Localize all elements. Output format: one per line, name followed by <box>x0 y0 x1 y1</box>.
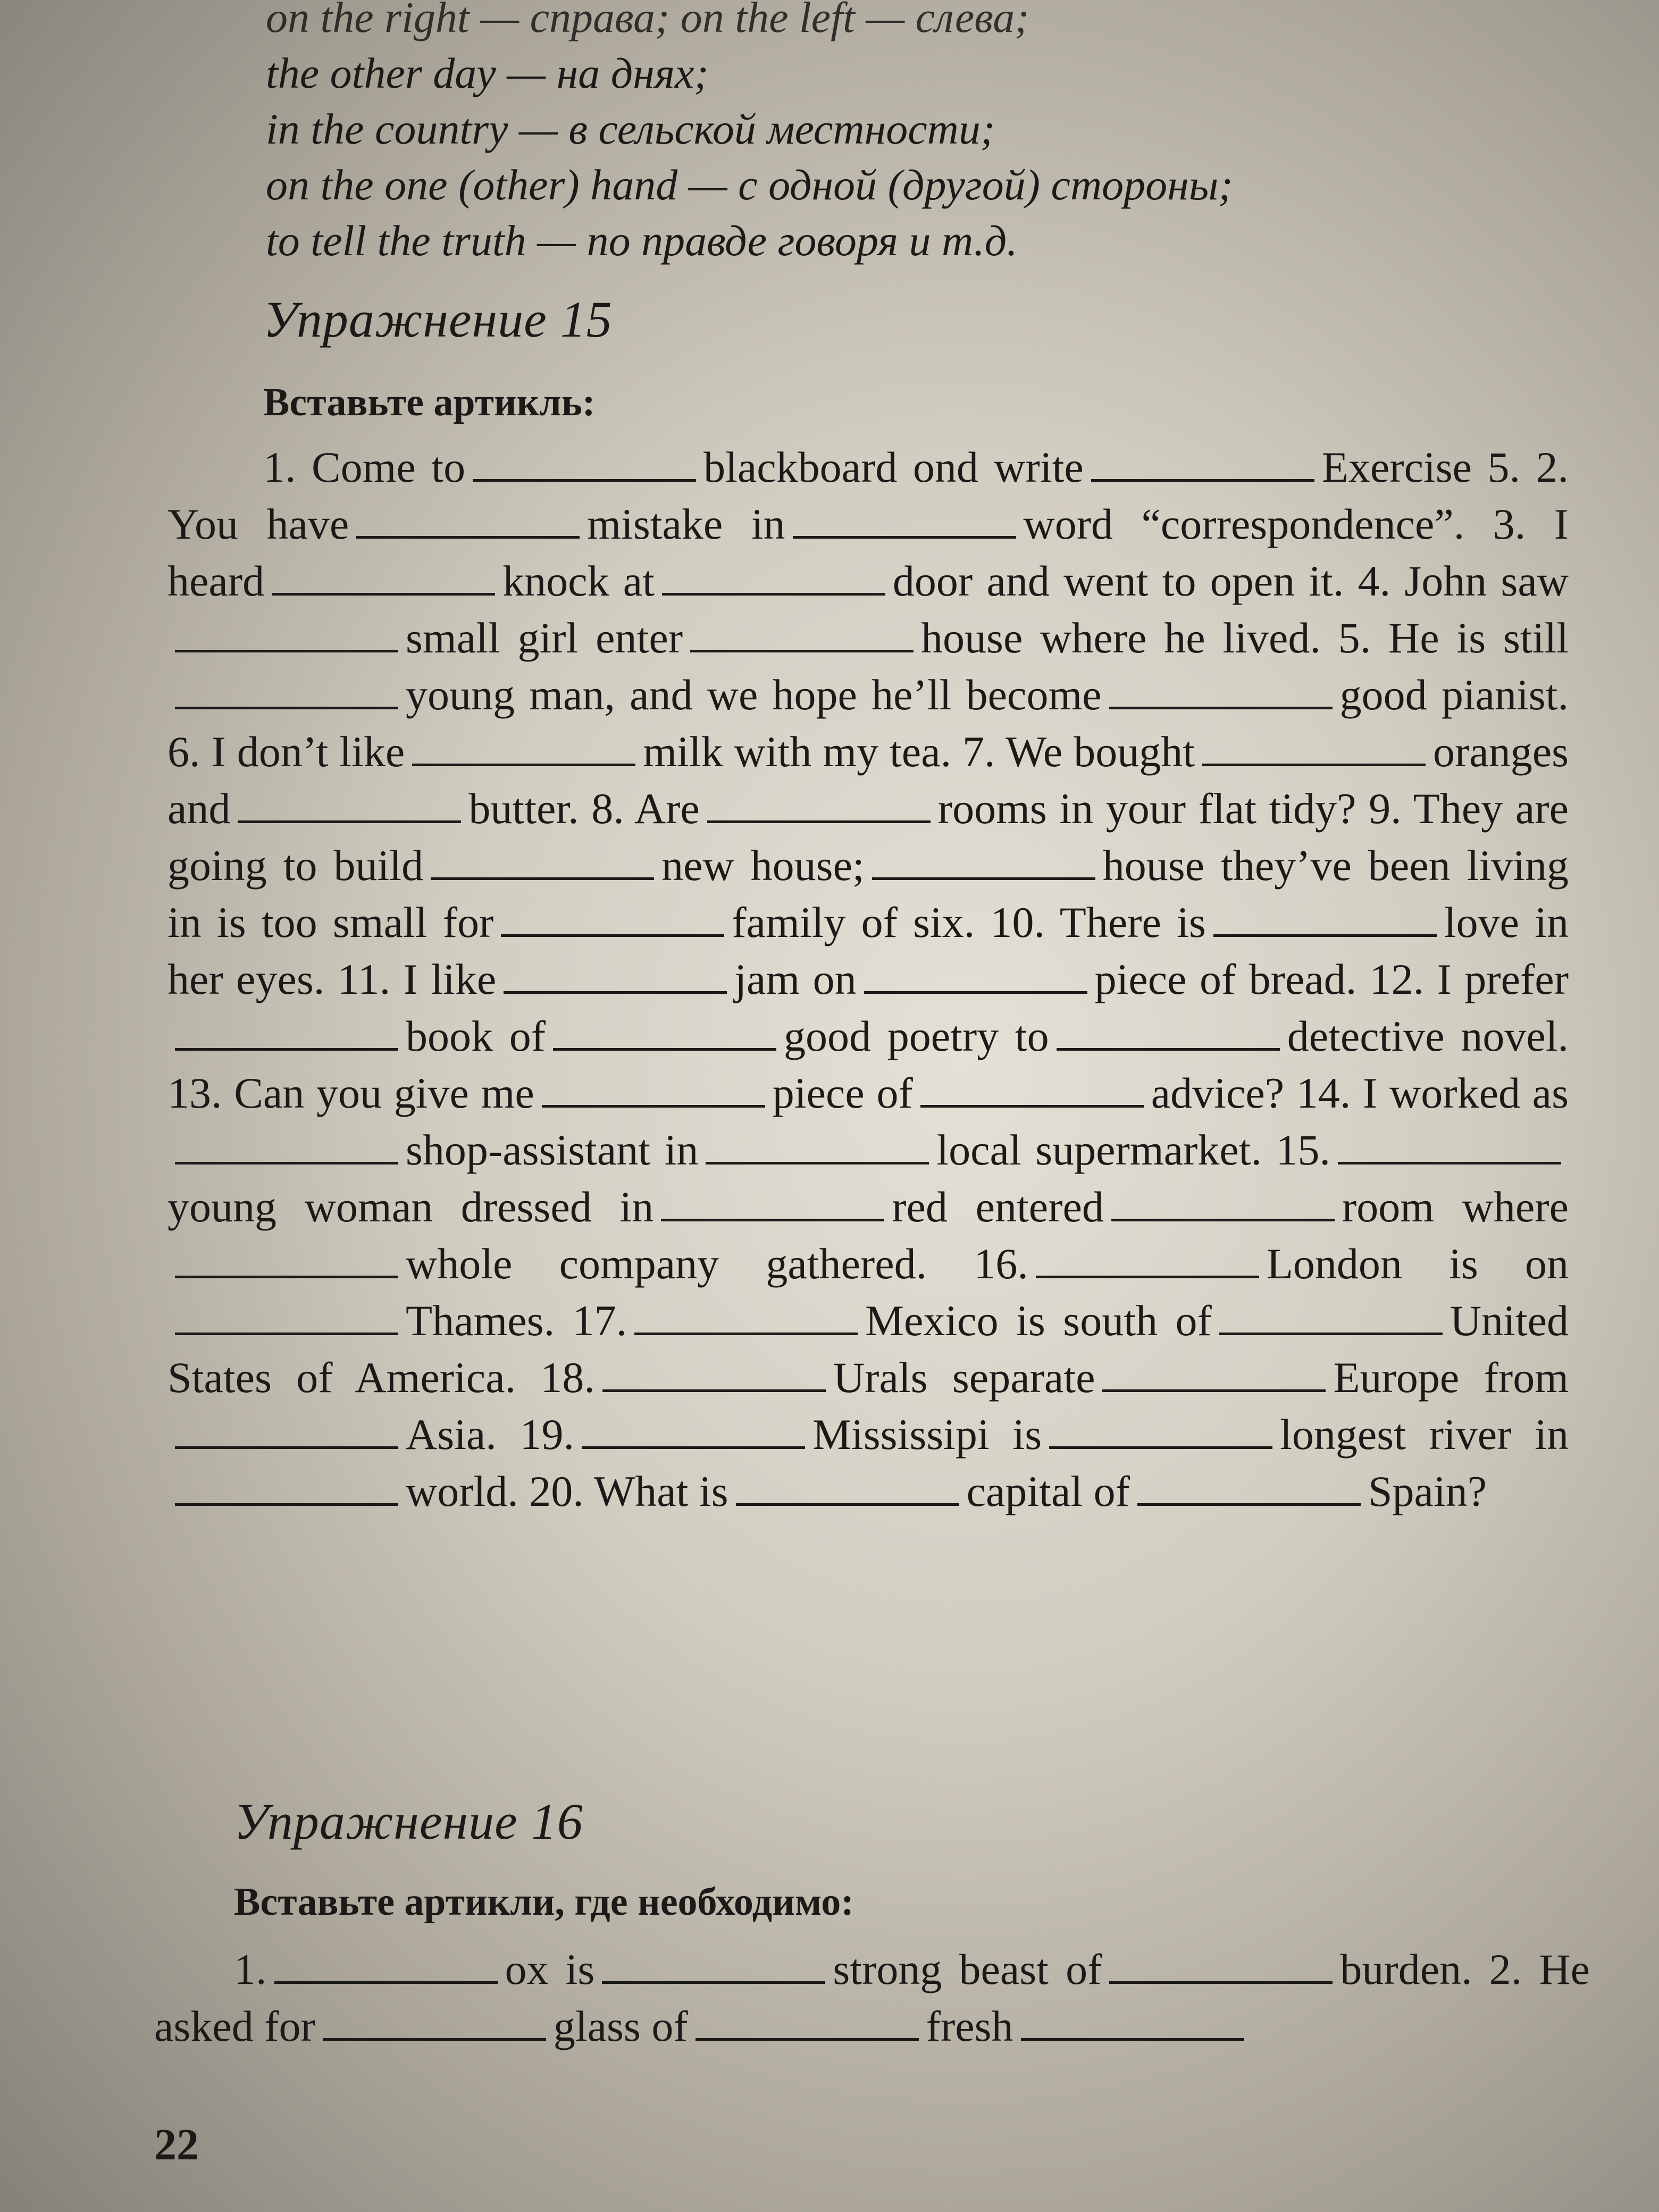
exercise-text-segment: red entered <box>892 1183 1104 1231</box>
exercise-text-segment: small girl enter <box>406 614 683 662</box>
answer-blank[interactable] <box>707 789 931 823</box>
exercise-text-segment: 1. <box>234 1945 267 1993</box>
answer-blank[interactable] <box>690 618 914 652</box>
answer-blank[interactable] <box>920 1073 1144 1108</box>
answer-blank[interactable] <box>175 1471 398 1506</box>
exercise-text-segment: oranges and <box>167 727 1569 833</box>
exercise-text-segment: new house; <box>661 841 865 890</box>
exercise-text-segment: ox is <box>505 1945 595 1993</box>
answer-blank[interactable] <box>431 845 654 880</box>
exercise-text-segment: capital of <box>966 1467 1130 1515</box>
answer-blank[interactable] <box>412 732 635 766</box>
exercise-text-segment: good poetry to <box>784 1012 1049 1060</box>
answer-blank[interactable] <box>542 1073 765 1108</box>
exercise-text-segment: young woman dressed in <box>167 1183 654 1231</box>
answer-blank[interactable] <box>1202 732 1426 766</box>
exercise-16-text <box>154 1941 1590 2055</box>
answer-blank[interactable] <box>175 1016 398 1051</box>
exercise-text-segment: local supermarket. 15. <box>936 1126 1330 1174</box>
answer-blank[interactable] <box>864 959 1087 994</box>
answer-blank[interactable] <box>634 1301 858 1335</box>
page-number: 22 <box>154 2120 199 2169</box>
answer-blank[interactable] <box>1213 902 1437 937</box>
exercise-text-segment: house where he lived. 5. He is still <box>921 614 1569 662</box>
exercise-text-segment: butter. 8. Are <box>468 784 700 833</box>
answer-blank[interactable] <box>175 1301 398 1335</box>
exercise-text-segment: burden. 2. He asked for <box>154 1945 1590 2050</box>
exercise-15-title: Упражнение 15 <box>263 291 613 348</box>
answer-blank[interactable] <box>175 1130 398 1164</box>
answer-blank[interactable] <box>872 845 1095 880</box>
exercise-text-segment: whole company gathered. 16. <box>406 1239 1028 1288</box>
answer-blank[interactable] <box>1338 1130 1561 1164</box>
answer-blank[interactable] <box>175 618 398 652</box>
answer-blank[interactable] <box>175 1244 398 1278</box>
exercise-text-segment: house they’ve been living in is too small for <box>167 841 1569 946</box>
answer-blank[interactable] <box>1137 1471 1361 1506</box>
exercise-text-segment: family of six. 10. There is <box>732 898 1206 946</box>
exercise-text-segment: Exercise 5. 2. You have <box>167 443 1569 548</box>
answer-blank[interactable] <box>175 1414 398 1449</box>
vocabulary-line: to tell the truth — по правде говоря и т.д. <box>266 216 1018 265</box>
answer-blank[interactable] <box>1102 1358 1326 1392</box>
answer-blank[interactable] <box>1109 1949 1333 1984</box>
answer-blank[interactable] <box>602 1358 826 1392</box>
exercise-text-segment: piece of <box>772 1069 913 1117</box>
exercise-text-segment: Europe from <box>1333 1353 1569 1402</box>
exercise-text-segment: blackboard ond write <box>703 443 1084 491</box>
answer-blank[interactable] <box>1109 675 1333 709</box>
answer-blank[interactable] <box>553 1016 776 1051</box>
exercise-text-segment: Urals separate <box>833 1353 1095 1402</box>
exercise-text-segment: book of <box>406 1012 546 1060</box>
answer-blank[interactable] <box>1091 447 1314 482</box>
answer-blank[interactable] <box>1219 1301 1443 1335</box>
exercise-text-segment: shop-assistant in <box>406 1126 699 1174</box>
exercise-text-segment: piece of bread. 12. I prefer <box>1094 955 1569 1003</box>
exercise-text-segment: detective novel. 13. Can you give me <box>167 1012 1569 1117</box>
vocabulary-line: on the one (other) hand — с одной (другой) стороны; <box>266 161 1233 209</box>
exercise-text-segment: door and went to open it. 4. John saw <box>892 557 1569 605</box>
vocabulary-line: the other day — на днях; <box>266 49 709 97</box>
answer-blank[interactable] <box>602 1949 825 1984</box>
vocabulary-line: in the country — в сельской местности; <box>266 105 995 153</box>
exercise-text-segment: rooms in your flat tidy? 9. They are going to build <box>167 784 1569 890</box>
exercise-text-segment: Asia. 19. <box>406 1410 575 1459</box>
exercise-text-segment: mistake in <box>587 500 785 548</box>
exercise-15-text <box>167 439 1569 1520</box>
exercise-text-segment: word “correspondence”. 3. I heard <box>167 500 1569 605</box>
answer-blank[interactable] <box>1049 1414 1272 1449</box>
exercise-16-title: Упражнение 16 <box>234 1793 583 1850</box>
exercise-text-segment: strong beast of <box>833 1945 1102 1993</box>
answer-blank[interactable] <box>501 902 724 937</box>
exercise-text-segment: advice? 14. I worked as <box>1151 1069 1569 1117</box>
answer-blank[interactable] <box>356 504 580 539</box>
exercise-text-segment: love in her eyes. 11. I like <box>167 898 1569 1003</box>
exercise-text-segment: milk with my tea. 7. We bought <box>643 727 1195 776</box>
answer-blank[interactable] <box>504 959 727 994</box>
exercise-text-segment: 1. Come to <box>263 443 466 491</box>
vocabulary-line: on the right — справа; on the left — слева; <box>266 0 1029 41</box>
exercise-text-segment: room where <box>1342 1183 1569 1231</box>
answer-blank[interactable] <box>582 1414 805 1449</box>
answer-blank[interactable] <box>661 1187 884 1221</box>
exercise-text-segment: Spain? <box>1368 1467 1487 1515</box>
answer-blank[interactable] <box>1036 1244 1259 1278</box>
answer-blank[interactable] <box>272 561 495 596</box>
exercise-text-segment: longest river in <box>1280 1410 1569 1459</box>
exercise-text-segment: Mississipi is <box>812 1410 1042 1459</box>
exercise-text-segment: Thames. 17. <box>406 1296 627 1345</box>
exercise-16-instruction: Вставьте артикли, где необходимо: <box>234 1880 854 1924</box>
exercise-text-segment: young man, and we hope he’ll become <box>406 671 1102 719</box>
exercise-text-segment: world. 20. What is <box>406 1467 728 1515</box>
answer-blank[interactable] <box>1057 1016 1280 1051</box>
answer-blank[interactable] <box>736 1471 959 1506</box>
answer-blank[interactable] <box>662 561 885 596</box>
exercise-text-segment: Mexico is south of <box>865 1296 1212 1345</box>
answer-blank[interactable] <box>238 789 461 823</box>
answer-blank[interactable] <box>706 1130 929 1164</box>
exercise-text-segment: glass of <box>553 2002 688 2050</box>
answer-blank[interactable] <box>473 447 696 482</box>
exercise-text-segment: good pianist. 6. I don’t like <box>167 671 1569 776</box>
exercise-text-segment: fresh <box>926 2002 1013 2050</box>
exercise-text-segment: United States of America. 18. <box>167 1296 1569 1402</box>
answer-blank[interactable] <box>793 504 1016 539</box>
answer-blank[interactable] <box>1111 1187 1335 1221</box>
exercise-text-segment: London is on <box>1266 1239 1569 1288</box>
vocabulary-list <box>266 0 1489 269</box>
exercise-text-segment: jam on <box>734 955 857 1003</box>
answer-blank[interactable] <box>175 675 398 709</box>
exercise-text-segment: knock at <box>502 557 655 605</box>
answer-blank[interactable] <box>323 2006 546 2041</box>
answer-blank[interactable] <box>696 2006 919 2041</box>
exercise-15-instruction: Вставьте артикль: <box>263 381 596 424</box>
answer-blank[interactable] <box>1021 2006 1244 2041</box>
answer-blank[interactable] <box>274 1949 498 1984</box>
